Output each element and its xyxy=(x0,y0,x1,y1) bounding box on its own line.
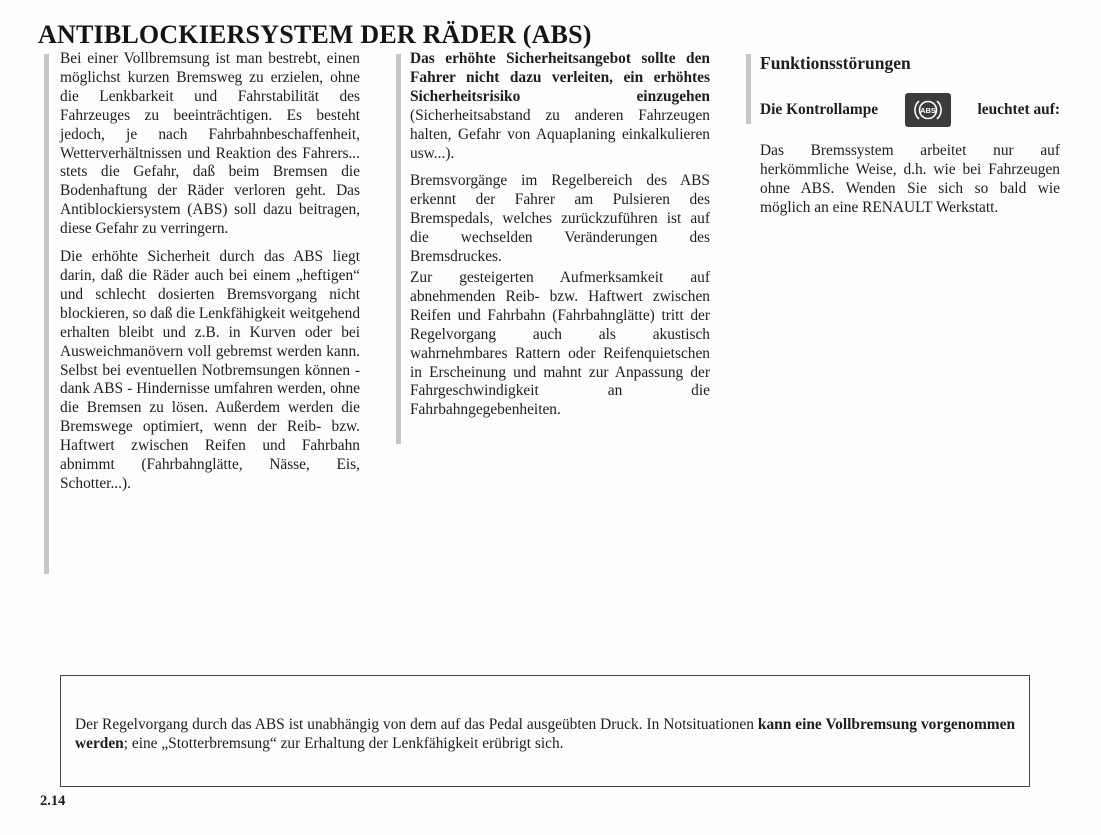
column-2 xyxy=(410,50,710,420)
column-3-paragraph-1: Das Bremssystem arbeitet nur auf herkömmliche Weise, d.h. wie bei Fahrzeugen ohne ABS. Wenden Sie sich so bald wie möglich an eine RENAULT Werkstatt. xyxy=(760,142,1060,216)
margin-bar-column-1 xyxy=(44,54,49,574)
note-text-b: ; eine „Stotterbremsung“ zur Erhaltung der Lenkfähigkeit erübrigt sich. xyxy=(123,735,564,752)
warning-lamp-suffix: leuchtet auf: xyxy=(977,101,1060,118)
page-number: 2.14 xyxy=(40,793,66,809)
column-2-paragraph-3: Zur gesteigerten Aufmerksamkeit auf abnehmenden Reib- bzw. Haftwert zwischen Reifen und Fahrbahn (Fahrbahnglätte) tritt der Regelvorgang auch als akustisch wahrnehmbares Rattern oder Reifenquietschen in Erscheinung und mahnt zur Anpassung der Fahrgeschwindigkeit an die Fahrbahngegebenheiten. xyxy=(410,268,710,419)
safety-warning-rest: (Sicherheitsabstand zu anderen Fahrzeugen halten, Gefahr von Aquaplaning einkalkulieren usw...). xyxy=(410,106,710,162)
warning-lamp-label: Die Kontrollampe xyxy=(760,101,879,118)
abs-symbol-text: ABS xyxy=(919,106,936,115)
abs-symbol-icon xyxy=(911,95,945,125)
abs-warning-lamp-icon xyxy=(905,93,951,127)
column-1-paragraph-2: Die erhöhte Sicherheit durch das ABS liegt darin, daß die Räder auch bei einem „heftigen“ und schlecht dosierten Bremsvorgang nicht blockieren, so daß die Lenkfähigkeit weitgehend erhalten bleibt und z.B. in Kurven oder bei Ausweichmanövern voll gebremst werden kann. Selbst bei eventuellen Notbremsungen können - dank ABS - Hindernisse umfahren werden, ohne die Bremsen zu lösen. Außerdem werden die Bremswege optimiert, wenn der Reib- bzw. Haftwert zwischen Reifen und Fahrbahn abnimmt (Fahrbahnglätte, Nässe, Eis, Schotter...). xyxy=(60,248,361,492)
margin-bar-column-3 xyxy=(746,54,751,124)
note-box xyxy=(60,675,1030,787)
warning-lamp-line xyxy=(760,92,1060,128)
note-text-bold: kann eine Vollbremsung vorgenommen werden xyxy=(75,716,1016,752)
column-1-paragraph-1: Bei einer Vollbremsung ist man bestrebt, einen möglichst kurzen Bremsweg zu erzielen, ohne die Lenkbarkeit und Fahrstabilität des Fahrzeuges zu beeinträchtigen. Es besteht jedoch, je nach Fahrbahnbeschaffenheit, Wetterverhältnissen und Reaktion des Fahrers... stets die Gefahr, daß beim Bremsen die Bodenhaftung der Räder verloren geht. Das Antiblockiersystem (ABS) soll dazu beitragen, diese Gefahr zu verringern. xyxy=(60,50,360,238)
malfunction-heading: Funktionsstörungen xyxy=(760,53,911,73)
page-title: ANTIBLOCKIERSYSTEM DER RÄDER (ABS) xyxy=(38,20,592,49)
safety-warning-bold: Das erhöhte Sicherheitsangebot sollte den Fahrer nicht dazu verleiten, ein erhöhtes Sicherheitsrisiko einzugehen xyxy=(410,50,710,105)
note-text xyxy=(75,715,1015,753)
margin-bar-column-2 xyxy=(396,54,401,444)
column-1 xyxy=(60,50,360,494)
column-3 xyxy=(760,52,1060,218)
note-text-a: Der Regelvorgang durch das ABS ist unabhängig von dem auf das Pedal ausgeübten Druck. In Notsituationen xyxy=(75,716,758,733)
column-2-paragraph-2: Bremsvorgänge im Regelbereich des ABS erkennt der Fahrer am Pulsieren des Bremspedals, welches zurückzuführen ist auf die wechselden Veränderungen des Bremsdruckes. xyxy=(410,172,710,266)
column-2-paragraph-1 xyxy=(410,50,710,163)
